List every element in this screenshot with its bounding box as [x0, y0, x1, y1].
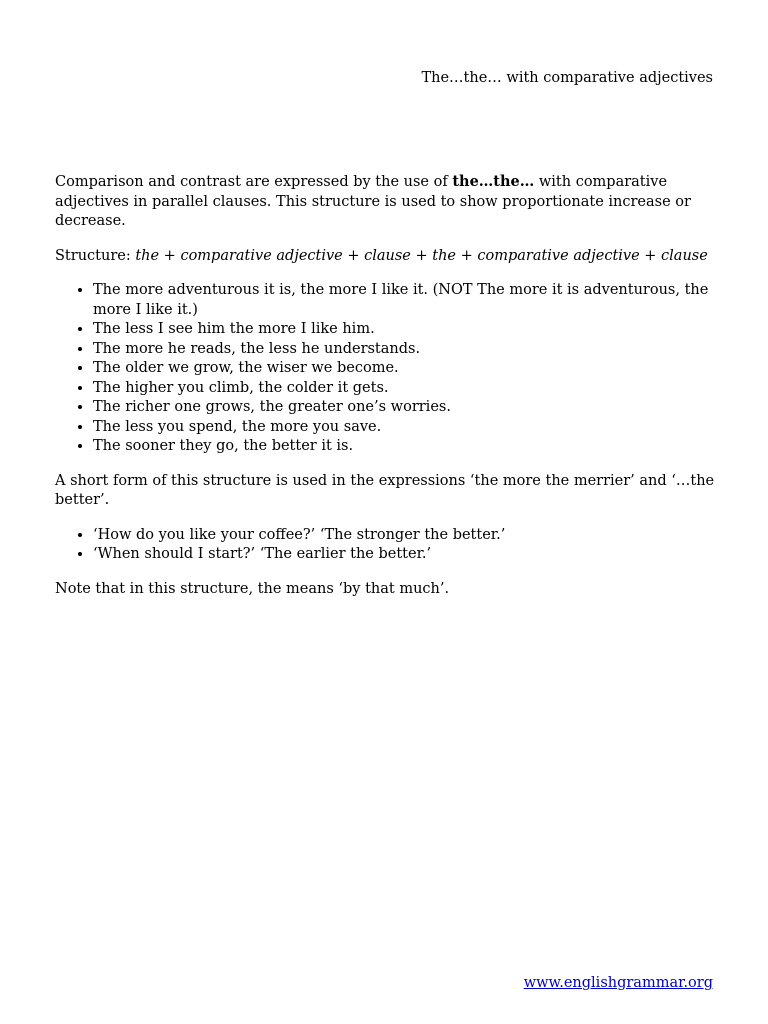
- note-paragraph: Note that in this structure, the means ‘by that much’.: [55, 580, 450, 597]
- structure-formula: the + comparative adjective + clause + the + comparative adjective + clause: [135, 247, 708, 264]
- intro-bold-term: the…the…: [452, 173, 535, 190]
- list-item: • The less you spend, the more you save.: [93, 418, 715, 438]
- intro-paragraph: [55, 172, 715, 232]
- short-form-paragraph: A short form of this structure is used in the expressions ‘the more the merrier’ and ‘…the better’.: [55, 472, 715, 508]
- list-item: • ‘When should I start?’ ‘The earlier the better.’: [93, 545, 715, 565]
- structure-label: Structure:: [55, 247, 136, 264]
- intro-text-before: Comparison and contrast are expressed by the use of: [55, 174, 453, 190]
- list-item: • The sooner they go, the better it is.: [93, 437, 715, 457]
- short-examples-list: [55, 526, 715, 565]
- page-title: The…the… with comparative adjectives: [421, 70, 713, 86]
- list-item: • ‘How do you like your coffee?’ ‘The stronger the better.’: [93, 526, 715, 546]
- list-item: • The older we grow, the wiser we become.: [93, 359, 715, 379]
- list-item: • The richer one grows, the greater one’s worries.: [93, 398, 715, 418]
- list-item: • The less I see him the more I like him.: [93, 320, 715, 340]
- structure-paragraph: [55, 247, 715, 267]
- intro-text-after: with comparative adjectives in parallel clauses. This structure is used to show proportionate increase or decrease.: [55, 174, 691, 229]
- article-body: [55, 172, 715, 614]
- list-item: • The higher you climb, the colder it gets.: [93, 379, 715, 399]
- website-link[interactable]: www.englishgrammar.org: [523, 975, 713, 991]
- examples-list: [55, 281, 715, 457]
- list-item: • The more adventurous it is, the more I like it. (NOT The more it is adventurous, the more I like it.): [93, 281, 715, 320]
- list-item: • The more he reads, the less he understands.: [93, 340, 715, 360]
